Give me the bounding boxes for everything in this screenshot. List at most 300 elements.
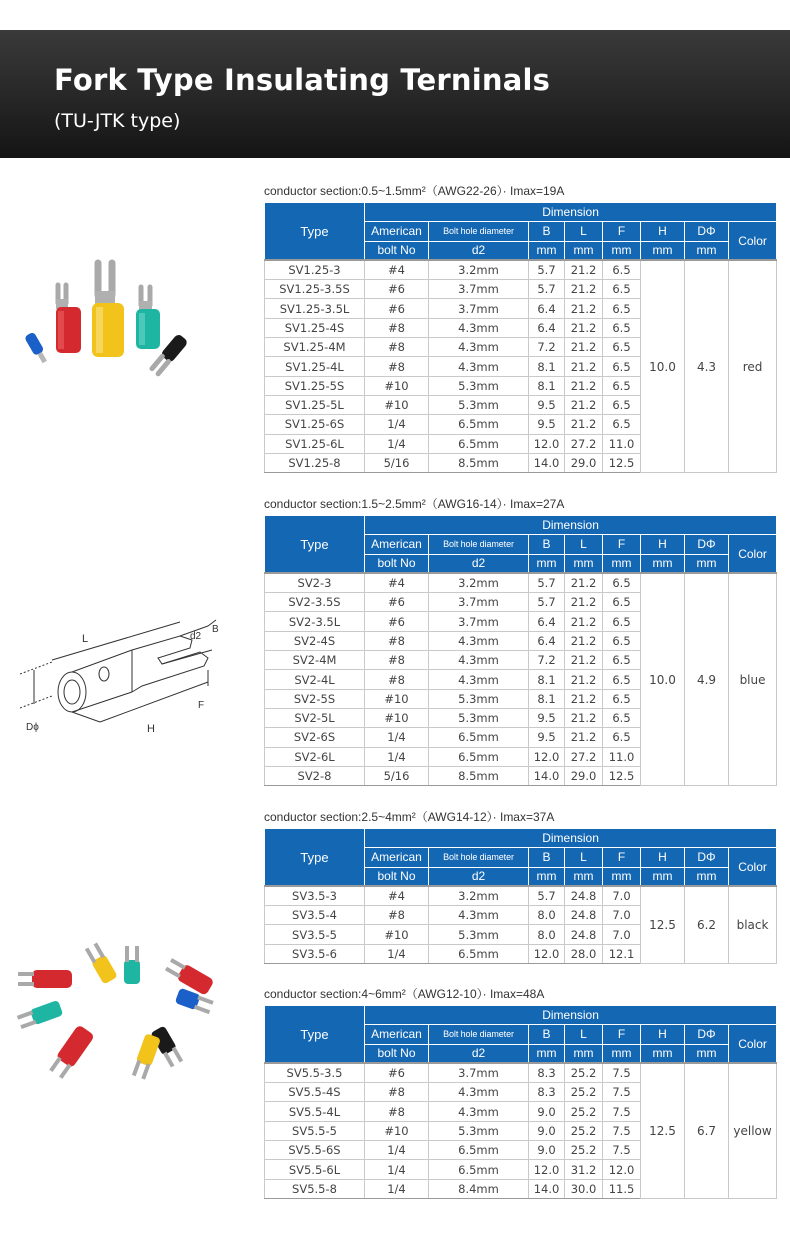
terminal-red-3 <box>48 1024 95 1080</box>
cell-b: 14.0 <box>529 1179 565 1198</box>
header-dimension: Dimension <box>365 203 777 222</box>
cell-l: 27.2 <box>565 747 603 766</box>
table-row <box>265 1063 777 1082</box>
header-unit-mm: mm <box>641 241 685 260</box>
cell-d2: 6.5mm <box>429 415 529 434</box>
label-F: F <box>198 700 205 711</box>
cell-american: 1/4 <box>365 944 429 963</box>
cell-b: 5.7 <box>529 593 565 612</box>
header-l: L <box>565 848 603 867</box>
cell-f: 6.5 <box>603 318 641 337</box>
header-dphi: DΦ <box>685 1025 729 1044</box>
terminal-cyan-2 <box>17 1000 64 1030</box>
cell-b: 9.5 <box>529 708 565 727</box>
cell-color: black <box>729 886 777 963</box>
cyan-terminal-image <box>136 287 160 349</box>
cell-d2: 4.3mm <box>429 1083 529 1102</box>
cell-d2: 3.7mm <box>429 299 529 318</box>
header-american: American <box>365 848 429 867</box>
section-1 <box>264 183 776 473</box>
header-dimension: Dimension <box>365 829 777 848</box>
header-d2: d2 <box>429 1044 529 1063</box>
cell-american: #10 <box>365 689 429 708</box>
cell-d2: 3.7mm <box>429 593 529 612</box>
cell-b: 6.4 <box>529 631 565 650</box>
cell-d2: 8.4mm <box>429 1179 529 1198</box>
cell-l: 21.2 <box>565 280 603 299</box>
label-B: B <box>212 624 219 635</box>
cell-f: 6.5 <box>603 728 641 747</box>
cell-type: SV1.25-6S <box>265 415 365 434</box>
header-bolt-no: bolt No <box>365 867 429 886</box>
cell-dphi: 4.9 <box>685 573 729 785</box>
cell-f: 7.5 <box>603 1102 641 1121</box>
cell-american: #10 <box>365 376 429 395</box>
cell-l: 29.0 <box>565 766 603 785</box>
cell-b: 9.0 <box>529 1141 565 1160</box>
cell-b: 8.3 <box>529 1063 565 1082</box>
cell-type: SV1.25-5S <box>265 376 365 395</box>
cell-d2: 4.3mm <box>429 670 529 689</box>
cell-type: SV3.5-6 <box>265 944 365 963</box>
cell-b: 8.1 <box>529 357 565 376</box>
cell-b: 14.0 <box>529 453 565 472</box>
cell-d2: 6.5mm <box>429 747 529 766</box>
cell-american: #8 <box>365 631 429 650</box>
title-banner <box>0 30 790 158</box>
cell-type: SV5.5-4S <box>265 1083 365 1102</box>
cell-type: SV5.5-4L <box>265 1102 365 1121</box>
cell-b: 9.0 <box>529 1121 565 1140</box>
header-color: Color <box>729 848 777 887</box>
cell-d2: 6.5mm <box>429 728 529 747</box>
cell-b: 12.0 <box>529 434 565 453</box>
dimension-diagram <box>12 612 232 747</box>
cell-b: 8.1 <box>529 376 565 395</box>
cell-f: 6.5 <box>603 593 641 612</box>
spec-table-3 <box>264 828 777 964</box>
cell-f: 6.5 <box>603 395 641 414</box>
header-unit-mm: mm <box>685 1044 729 1063</box>
cell-d2: 8.5mm <box>429 453 529 472</box>
cell-f: 7.5 <box>603 1121 641 1140</box>
cell-f: 7.5 <box>603 1141 641 1160</box>
header-unit-mm: mm <box>603 241 641 260</box>
cell-type: SV5.5-3.5 <box>265 1063 365 1082</box>
cell-color: red <box>729 260 777 472</box>
header-color: Color <box>729 1025 777 1064</box>
header-unit-mm: mm <box>565 554 603 573</box>
terminal-cyan-1 <box>124 946 140 984</box>
header-bolt-hole: Bolt hole diameter <box>429 848 529 867</box>
cell-b: 8.1 <box>529 689 565 708</box>
table-row <box>265 573 777 592</box>
header-bolt-hole: Bolt hole diameter <box>429 1025 529 1044</box>
cell-b: 6.4 <box>529 318 565 337</box>
cell-type: SV1.25-5L <box>265 395 365 414</box>
cell-type: SV5.5-6L <box>265 1160 365 1179</box>
cell-f: 11.0 <box>603 747 641 766</box>
cell-type: SV1.25-6L <box>265 434 365 453</box>
header-h: H <box>641 222 685 241</box>
cell-b: 6.4 <box>529 299 565 318</box>
cell-american: 1/4 <box>365 1160 429 1179</box>
cell-l: 21.2 <box>565 728 603 747</box>
cell-f: 12.0 <box>603 1160 641 1179</box>
cell-h: 12.5 <box>641 886 685 963</box>
header-b: B <box>529 222 565 241</box>
cell-h: 10.0 <box>641 573 685 785</box>
yellow-terminal-image <box>92 263 124 357</box>
cell-american: 5/16 <box>365 766 429 785</box>
header-american: American <box>365 535 429 554</box>
cell-l: 21.2 <box>565 631 603 650</box>
cell-l: 25.2 <box>565 1102 603 1121</box>
header-unit-mm: mm <box>565 241 603 260</box>
header-d2: d2 <box>429 241 529 260</box>
cell-l: 21.2 <box>565 593 603 612</box>
header-l: L <box>565 1025 603 1044</box>
cell-l: 21.2 <box>565 689 603 708</box>
cell-f: 6.5 <box>603 376 641 395</box>
terminals-photo-2 <box>14 930 244 1100</box>
section-2 <box>264 496 776 786</box>
cell-f: 7.5 <box>603 1063 641 1082</box>
cell-type: SV2-5L <box>265 708 365 727</box>
cell-american: #4 <box>365 260 429 279</box>
header-unit-mm: mm <box>603 867 641 886</box>
cell-b: 8.0 <box>529 906 565 925</box>
cell-american: #8 <box>365 318 429 337</box>
cell-d2: 3.7mm <box>429 612 529 631</box>
header-color: Color <box>729 222 777 261</box>
cell-type: SV2-4S <box>265 631 365 650</box>
cell-f: 11.5 <box>603 1179 641 1198</box>
cell-type: SV2-6S <box>265 728 365 747</box>
terminal-yellow-1 <box>84 942 118 985</box>
cell-american: 1/4 <box>365 415 429 434</box>
section-3 <box>264 809 776 964</box>
cell-l: 24.8 <box>565 886 603 905</box>
cell-american: 1/4 <box>365 1179 429 1198</box>
cell-american: 1/4 <box>365 1141 429 1160</box>
cell-american: #8 <box>365 670 429 689</box>
cell-type: SV5.5-6S <box>265 1141 365 1160</box>
header-unit-mm: mm <box>529 554 565 573</box>
cell-d2: 4.3mm <box>429 357 529 376</box>
cell-d2: 5.3mm <box>429 708 529 727</box>
header-f: F <box>603 222 641 241</box>
cell-f: 12.5 <box>603 453 641 472</box>
cell-b: 6.4 <box>529 612 565 631</box>
cell-type: SV3.5-4 <box>265 906 365 925</box>
terminal-yellow-2 <box>131 1033 161 1080</box>
cell-d2: 6.5mm <box>429 434 529 453</box>
cell-b: 5.7 <box>529 280 565 299</box>
cell-f: 6.5 <box>603 338 641 357</box>
section-4 <box>264 986 776 1199</box>
header-unit-mm: mm <box>565 1044 603 1063</box>
cell-american: #8 <box>365 651 429 670</box>
cell-f: 6.5 <box>603 612 641 631</box>
cell-f: 6.5 <box>603 670 641 689</box>
cell-l: 21.2 <box>565 376 603 395</box>
cell-f: 12.1 <box>603 944 641 963</box>
table-row <box>265 886 777 905</box>
cell-dphi: 4.3 <box>685 260 729 472</box>
cell-type: SV2-4M <box>265 651 365 670</box>
cell-american: #4 <box>365 573 429 592</box>
cell-l: 21.2 <box>565 395 603 414</box>
cell-american: #8 <box>365 1102 429 1121</box>
cell-l: 25.2 <box>565 1141 603 1160</box>
cell-b: 8.3 <box>529 1083 565 1102</box>
cell-d2: 4.3mm <box>429 906 529 925</box>
cell-american: #8 <box>365 906 429 925</box>
cell-dphi: 6.2 <box>685 886 729 963</box>
cell-l: 25.2 <box>565 1063 603 1082</box>
cell-d2: 4.3mm <box>429 651 529 670</box>
cell-l: 21.2 <box>565 338 603 357</box>
cell-type: SV2-3.5L <box>265 612 365 631</box>
page-subtitle: (TU-JTK type) <box>54 110 181 132</box>
cell-f: 6.5 <box>603 651 641 670</box>
cell-d2: 6.5mm <box>429 1141 529 1160</box>
cell-l: 21.2 <box>565 299 603 318</box>
cell-type: SV1.25-3 <box>265 260 365 279</box>
header-bolt-no: bolt No <box>365 554 429 573</box>
cell-b: 7.2 <box>529 651 565 670</box>
cell-american: #8 <box>365 357 429 376</box>
cell-d2: 3.7mm <box>429 1063 529 1082</box>
header-american: American <box>365 222 429 241</box>
cell-type: SV1.25-4S <box>265 318 365 337</box>
header-unit-mm: mm <box>685 554 729 573</box>
cell-d2: 5.3mm <box>429 925 529 944</box>
cell-american: #10 <box>365 1121 429 1140</box>
label-H: H <box>147 723 155 735</box>
cell-type: SV2-3.5S <box>265 593 365 612</box>
cell-l: 21.2 <box>565 357 603 376</box>
cell-d2: 3.7mm <box>429 280 529 299</box>
cell-type: SV3.5-3 <box>265 886 365 905</box>
cell-b: 7.2 <box>529 338 565 357</box>
cell-l: 30.0 <box>565 1179 603 1198</box>
cell-l: 21.2 <box>565 573 603 592</box>
cell-l: 21.2 <box>565 260 603 279</box>
cell-l: 21.2 <box>565 415 603 434</box>
cell-f: 6.5 <box>603 299 641 318</box>
header-dphi: DΦ <box>685 222 729 241</box>
header-b: B <box>529 535 565 554</box>
cell-h: 10.0 <box>641 260 685 472</box>
header-type: Type <box>265 516 365 574</box>
cell-d2: 4.3mm <box>429 318 529 337</box>
cell-d2: 3.2mm <box>429 260 529 279</box>
cell-f: 6.5 <box>603 689 641 708</box>
header-f: F <box>603 1025 641 1044</box>
cell-type: SV1.25-3.5L <box>265 299 365 318</box>
cell-type: SV5.5-8 <box>265 1179 365 1198</box>
header-f: F <box>603 535 641 554</box>
header-bolt-hole: Bolt hole diameter <box>429 535 529 554</box>
section-4-title: conductor section:4~6mm²（AWG12-10）· Imax=48A <box>264 987 545 1001</box>
cell-h: 12.5 <box>641 1063 685 1198</box>
cell-d2: 5.3mm <box>429 1121 529 1140</box>
cell-l: 29.0 <box>565 453 603 472</box>
header-unit-mm: mm <box>641 867 685 886</box>
cell-l: 21.2 <box>565 670 603 689</box>
cell-d2: 5.3mm <box>429 689 529 708</box>
cell-d2: 4.3mm <box>429 1102 529 1121</box>
header-unit-mm: mm <box>529 867 565 886</box>
header-unit-mm: mm <box>603 1044 641 1063</box>
header-dimension: Dimension <box>365 1006 777 1025</box>
cell-american: #6 <box>365 280 429 299</box>
header-d2: d2 <box>429 867 529 886</box>
cell-type: SV2-6L <box>265 747 365 766</box>
spec-table-2 <box>264 515 777 786</box>
header-american: American <box>365 1025 429 1044</box>
cell-f: 6.5 <box>603 708 641 727</box>
cell-american: #8 <box>365 338 429 357</box>
header-dimension: Dimension <box>365 516 777 535</box>
header-unit-mm: mm <box>603 554 641 573</box>
cell-american: #6 <box>365 299 429 318</box>
header-b: B <box>529 848 565 867</box>
cell-d2: 6.5mm <box>429 944 529 963</box>
cell-f: 6.5 <box>603 357 641 376</box>
cell-b: 9.5 <box>529 395 565 414</box>
spec-table-4 <box>264 1005 777 1199</box>
cell-b: 12.0 <box>529 1160 565 1179</box>
header-unit-mm: mm <box>641 554 685 573</box>
cell-f: 6.5 <box>603 415 641 434</box>
cell-b: 9.0 <box>529 1102 565 1121</box>
header-unit-mm: mm <box>529 1044 565 1063</box>
cell-f: 7.0 <box>603 906 641 925</box>
cell-type: SV2-4L <box>265 670 365 689</box>
cell-american: #4 <box>365 886 429 905</box>
cell-b: 5.7 <box>529 573 565 592</box>
cell-l: 24.8 <box>565 925 603 944</box>
cell-color: blue <box>729 573 777 785</box>
cell-l: 21.2 <box>565 651 603 670</box>
cell-american: #6 <box>365 593 429 612</box>
cell-american: #6 <box>365 1063 429 1082</box>
cell-d2: 3.2mm <box>429 886 529 905</box>
cell-f: 7.5 <box>603 1083 641 1102</box>
cell-f: 6.5 <box>603 260 641 279</box>
cell-american: #10 <box>365 925 429 944</box>
terminal-red-2 <box>18 970 72 988</box>
cell-type: SV2-8 <box>265 766 365 785</box>
terminal-blue-1 <box>175 988 214 1015</box>
red-terminal-image <box>56 285 81 353</box>
cell-f: 11.0 <box>603 434 641 453</box>
cell-d2: 8.5mm <box>429 766 529 785</box>
spec-table-1 <box>264 202 777 473</box>
cell-f: 12.5 <box>603 766 641 785</box>
cell-b: 12.0 <box>529 944 565 963</box>
cell-american: 5/16 <box>365 453 429 472</box>
header-bolt-no: bolt No <box>365 241 429 260</box>
header-unit-mm: mm <box>685 241 729 260</box>
section-1-title: conductor section:0.5~1.5mm²（AWG22-26）· Imax=19A <box>264 184 565 198</box>
cell-f: 7.0 <box>603 886 641 905</box>
header-dphi: DΦ <box>685 535 729 554</box>
cell-b: 5.7 <box>529 260 565 279</box>
header-l: L <box>565 222 603 241</box>
cell-f: 6.5 <box>603 280 641 299</box>
cell-d2: 3.2mm <box>429 573 529 592</box>
header-unit-mm: mm <box>565 867 603 886</box>
cell-b: 9.5 <box>529 415 565 434</box>
header-dphi: DΦ <box>685 848 729 867</box>
cell-f: 6.5 <box>603 573 641 592</box>
cell-l: 24.8 <box>565 906 603 925</box>
cell-l: 27.2 <box>565 434 603 453</box>
header-unit-mm: mm <box>685 867 729 886</box>
cell-color: yellow <box>729 1063 777 1198</box>
terminals-photo-1 <box>18 255 218 385</box>
terminal-red-1 <box>164 956 215 996</box>
cell-type: SV1.25-4L <box>265 357 365 376</box>
blue-terminal-image <box>24 332 50 365</box>
cell-american: 1/4 <box>365 747 429 766</box>
header-f: F <box>603 848 641 867</box>
header-unit-mm: mm <box>529 241 565 260</box>
cell-b: 5.7 <box>529 886 565 905</box>
cell-b: 9.5 <box>529 728 565 747</box>
header-l: L <box>565 535 603 554</box>
cell-american: 1/4 <box>365 434 429 453</box>
header-bolt-hole: Bolt hole diameter <box>429 222 529 241</box>
cell-type: SV1.25-4M <box>265 338 365 357</box>
label-L: L <box>82 633 89 645</box>
cell-l: 21.2 <box>565 318 603 337</box>
cell-type: SV2-3 <box>265 573 365 592</box>
cell-l: 25.2 <box>565 1083 603 1102</box>
cell-d2: 6.5mm <box>429 1160 529 1179</box>
cell-type: SV5.5-5 <box>265 1121 365 1140</box>
cell-american: #10 <box>365 395 429 414</box>
header-h: H <box>641 535 685 554</box>
cell-type: SV3.5-5 <box>265 925 365 944</box>
header-type: Type <box>265 203 365 261</box>
header-type: Type <box>265 829 365 887</box>
cell-american: #6 <box>365 612 429 631</box>
cell-american: 1/4 <box>365 728 429 747</box>
cell-american: #8 <box>365 1083 429 1102</box>
cell-l: 28.0 <box>565 944 603 963</box>
cell-l: 21.2 <box>565 612 603 631</box>
cell-l: 31.2 <box>565 1160 603 1179</box>
cell-d2: 5.3mm <box>429 376 529 395</box>
header-h: H <box>641 848 685 867</box>
header-unit-mm: mm <box>641 1044 685 1063</box>
label-Dphi: Dϕ <box>26 722 39 733</box>
cell-b: 8.1 <box>529 670 565 689</box>
cell-b: 14.0 <box>529 766 565 785</box>
header-b: B <box>529 1025 565 1044</box>
cell-l: 25.2 <box>565 1121 603 1140</box>
cell-b: 8.0 <box>529 925 565 944</box>
header-color: Color <box>729 535 777 574</box>
cell-type: SV1.25-3.5S <box>265 280 365 299</box>
cell-f: 7.0 <box>603 925 641 944</box>
cell-american: #10 <box>365 708 429 727</box>
